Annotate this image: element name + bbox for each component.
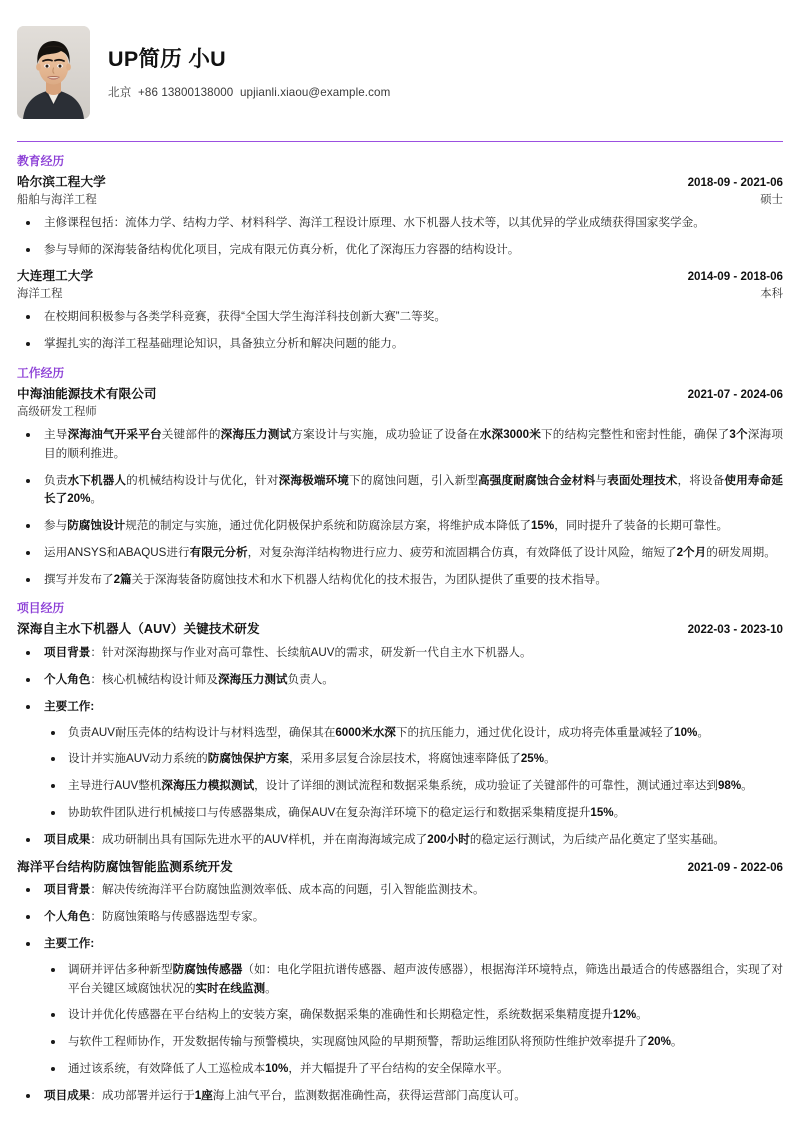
list-item: 负责水下机器人的机械结构设计与优化，针对深海极端环境下的腐蚀问题，引入新型高强度耐腐蚀合金材料与表面处理技术，将设备使用寿命延长了20%。 [17,472,783,510]
company-name: 中海油能源技术有限公司 [17,386,157,401]
list-item: 主导进行AUV整机深海压力模拟测试，设计了详细的测试流程和数据采集系统，成功验证了关键部件的可靠性，测试通过率达到98%。 [44,777,783,796]
section-education [17,154,783,354]
major: 船舶与海洋工程 [17,193,97,206]
project-entry [17,858,783,1106]
list-item: 主导深海油气开采平台关键部件的深海压力测试方案设计与实施，成功验证了设备在水深3000米下的结构完整性和密封性能，确保了3个深海项目的顺利推进。 [17,426,783,464]
list-item: 项目背景：解决传统海洋平台防腐蚀监测效率低、成本高的问题，引入智能监测技术。 [17,881,783,900]
education-entries [17,173,783,354]
section-title-projects: 项目经历 [17,601,65,616]
entry-header [17,620,783,639]
entry-subheader [17,286,783,303]
school-name: 大连理工大学 [17,269,94,284]
education-bullets [17,308,783,354]
project-sub-bullets [44,724,783,823]
main-work-label: 主要工作: [44,936,95,950]
project-entries [17,620,783,1105]
work-entry [17,385,783,589]
entry-header [17,173,783,192]
list-item: 个人角色：核心机械结构设计师及深海压力测试负责人。 [17,671,783,690]
education-entry [17,173,783,260]
page-title: UP简历 小U [108,46,226,71]
list-item: 主修课程包括：流体力学、结构力学、材料科学、海洋工程设计原理、水下机器人技术等，以其优异的学业成绩获得国家奖学金。 [17,214,783,233]
main-work-label: 主要工作: [44,699,95,713]
list-item: 撰写并发布了2篇关于深海装备防腐蚀技术和水下机器人结构优化的技术报告，为团队提供了重要的技术指导。 [17,571,783,590]
list-item: 项目成果：成功研制出具有国际先进水平的AUV样机，并在南海海域完成了200小时的稳定运行测试，为后续产品化奠定了坚实基础。 [17,831,783,850]
entry-subheader [17,404,783,421]
list-item: 掌握扎实的海洋工程基础理论知识，具备独立分析和解决问题的能力。 [17,335,783,354]
contact-line: 北京 +86 13800138000 upjianli.xiaou@example.com [108,86,391,100]
resume-header [17,0,783,119]
education-date: 2014-09 - 2018-06 [687,270,783,284]
education-date: 2018-09 - 2021-06 [687,175,783,189]
entry-header [17,267,783,286]
list-item: 与软件工程师协作，开发数据传输与预警模块，实现腐蚀风险的早期预警，帮助运维团队将预防性维护效率提升了20%。 [44,1033,783,1052]
list-item: 参与导师的深海装备结构优化项目，完成有限元仿真分析，优化了深海压力容器的结构设计。 [17,241,783,260]
section-title-work: 工作经历 [17,366,65,381]
education-entry [17,267,783,354]
header-divider [17,141,783,142]
section-projects [17,601,783,1105]
portrait-photo-icon [17,26,90,119]
list-item: 参与防腐蚀设计规范的制定与实施，通过优化阴极保护系统和防腐涂层方案，将维护成本降低了15%，同时提升了装备的长期可靠性。 [17,517,783,536]
school-name: 哈尔滨工程大学 [17,174,106,189]
list-item: 协助软件团队进行机械接口与传感器集成，确保AUV在复杂海洋环境下的稳定运行和数据采集精度提升15%。 [44,804,783,823]
work-date: 2021-07 - 2024-06 [687,387,783,401]
degree: 硕士 [760,193,783,206]
list-item: 个人角色：防腐蚀策略与传感器选型专家。 [17,908,783,927]
project-bullets [17,644,783,849]
list-item: 项目成果：成功部署并运行于1座海上油气平台，监测数据准确性高，获得运营部门高度认可。 [17,1087,783,1106]
project-entry [17,620,783,849]
education-bullets [17,214,783,260]
project-sub-bullets [44,961,783,1079]
list-item: 项目背景：针对深海勘探与作业对高可靠性、长续航AUV的需求，研发新一代自主水下机器人。 [17,644,783,663]
entry-header [17,385,783,404]
list-item: 调研并评估多种新型防腐蚀传感器（如：电化学阻抗谱传感器、超声波传感器），根据海洋环境特点，筛选出最适合的传感器组合，实现了对平台关键区域腐蚀状况的实时在线监测。 [44,961,783,999]
list-item: 负责AUV耐压壳体的结构设计与材料选型，确保其在6000米水深下的抗压能力，通过优化设计，成功将壳体重量减轻了10%。 [44,724,783,743]
major: 海洋工程 [17,288,63,301]
identity-block [108,45,390,101]
project-date: 2021-09 - 2022-06 [687,860,783,874]
section-title-education: 教育经历 [17,154,65,168]
entry-subheader [17,192,783,209]
list-item: 通过该系统，有效降低了人工巡检成本10%，并大幅提升了平台结构的安全保障水平。 [44,1060,783,1079]
work-bullets [17,426,783,589]
list-item: 设计并实施AUV动力系统的防腐蚀保护方案，采用多层复合涂层技术，将腐蚀速率降低了25%。 [44,750,783,769]
list-item: 在校期间积极参与各类学科竞赛，获得“全国大学生海洋科技创新大赛”二等奖。 [17,308,783,327]
list-item [17,935,783,1079]
project-bullets [17,881,783,1105]
list-item [17,698,783,823]
list-item: 设计并优化传感器在平台结构上的安装方案，确保数据采集的准确性和长期稳定性，系统数据采集精度提升12%。 [44,1006,783,1025]
entry-header [17,858,783,877]
degree: 本科 [760,288,783,301]
list-item: 运用ANSYS和ABAQUS进行有限元分析，对复杂海洋结构物进行应力、疲劳和流固耦合仿真，有效降低了设计风险，缩短了2个月的研发周期。 [17,544,783,563]
section-work [17,366,783,589]
project-name: 深海自主水下机器人（AUV）关键技术研发 [17,622,260,637]
project-name: 海洋平台结构防腐蚀智能监测系统开发 [17,859,233,874]
job-title: 高级研发工程师 [17,405,97,418]
project-date: 2022-03 - 2023-10 [687,623,783,637]
avatar [17,26,90,119]
work-entries [17,385,783,589]
